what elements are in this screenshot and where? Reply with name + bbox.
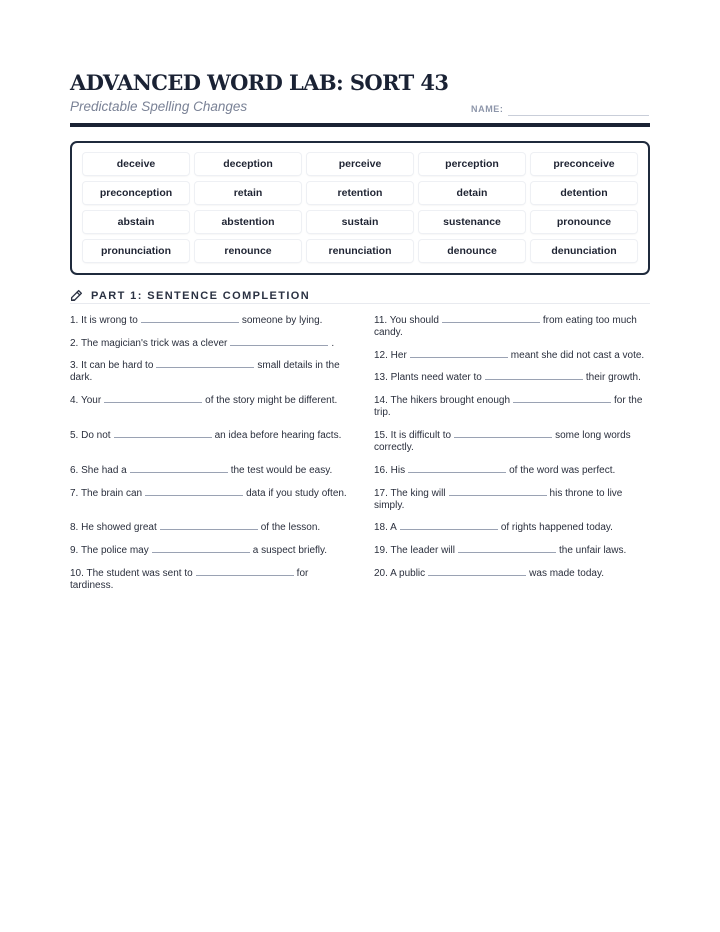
answer-blank[interactable]	[442, 314, 540, 323]
word-bank-item: detain	[419, 182, 525, 204]
answer-blank[interactable]	[449, 487, 547, 496]
question-text-after: for tardiness.	[70, 568, 309, 591]
question-text-before: 10. The student was sent to	[70, 568, 193, 579]
word-bank-grid	[83, 153, 637, 262]
question-text-before: 15. It is difficult to	[374, 430, 452, 441]
question-text-after: .	[331, 338, 335, 349]
question-item	[70, 487, 350, 500]
word-bank-item: perceive	[307, 153, 413, 175]
answer-blank[interactable]	[114, 429, 212, 438]
question-item	[374, 429, 654, 454]
page-subtitle: Predictable Spelling Changes	[70, 99, 248, 114]
answer-blank[interactable]	[454, 429, 552, 438]
question-text-after: an idea before hearing facts.	[214, 430, 342, 441]
question-text-after: his throne to live simply.	[374, 488, 623, 511]
question-text-after: of the lesson.	[260, 522, 321, 533]
question-text-before: 11. You should	[374, 315, 439, 326]
question-text-after: data if you study often.	[246, 488, 347, 499]
word-bank-item: deception	[195, 153, 301, 175]
word-bank-item: pronounce	[531, 211, 637, 233]
question-text-after: meant she did not cast a vote.	[510, 350, 645, 361]
answer-blank[interactable]	[513, 394, 611, 403]
word-bank-item: sustain	[307, 211, 413, 233]
name-label: NAME:	[471, 104, 504, 114]
word-bank-item: denunciation	[531, 240, 637, 262]
question-text-after: from eating too much candy.	[374, 315, 637, 338]
question-item	[374, 394, 654, 419]
answer-blank[interactable]	[458, 544, 556, 553]
question-item	[70, 359, 350, 384]
question-text-before: 12. Her	[374, 350, 407, 361]
question-text-after: someone by lying.	[241, 315, 323, 326]
answer-blank[interactable]	[130, 464, 228, 473]
question-text-before: 3. It can be hard to	[70, 360, 154, 371]
question-item	[70, 337, 350, 350]
word-bank-item: denounce	[419, 240, 525, 262]
question-text-before: 9. The police may	[70, 545, 149, 556]
question-text-after: a suspect briefly.	[252, 545, 328, 556]
answer-blank[interactable]	[410, 349, 508, 358]
question-item	[374, 521, 654, 534]
question-text-after: was made today.	[529, 568, 605, 579]
question-item	[70, 394, 350, 407]
question-text-before: 17. The king will	[374, 488, 446, 499]
answer-blank[interactable]	[196, 567, 294, 576]
answer-blank[interactable]	[400, 521, 498, 530]
word-bank-item: sustenance	[419, 211, 525, 233]
question-item	[374, 349, 654, 362]
question-text-before: 7. The brain can	[70, 488, 143, 499]
question-text-after: some long words correctly.	[374, 430, 631, 453]
word-bank-item: pronunciation	[83, 240, 189, 262]
question-text-before: 20. A public	[374, 568, 426, 579]
question-item	[374, 464, 654, 477]
section-divider	[70, 303, 650, 304]
question-item	[70, 544, 350, 557]
word-bank-item: renunciation	[307, 240, 413, 262]
word-bank-item: detention	[531, 182, 637, 204]
question-text-after: the unfair laws.	[558, 545, 627, 556]
question-text-before: 2. The magician's trick was a clever	[70, 338, 228, 349]
word-bank-item: abstention	[195, 211, 301, 233]
answer-blank[interactable]	[152, 544, 250, 553]
question-text-before: 8. He showed great	[70, 522, 157, 533]
question-text-before: 16. His	[374, 465, 406, 476]
question-item	[70, 314, 350, 327]
question-text-before: 6. She had a	[70, 465, 127, 476]
question-text-after: of the word was perfect.	[509, 465, 616, 476]
question-item	[70, 464, 350, 477]
question-text-before: 14. The hikers brought enough	[374, 395, 511, 406]
question-text-before: 5. Do not	[70, 430, 111, 441]
question-text-before: 4. Your	[70, 395, 102, 406]
question-text-before: 13. Plants need water to	[374, 372, 482, 383]
question-text-after: small details in the dark.	[70, 360, 340, 383]
word-bank	[70, 141, 650, 275]
header-divider	[70, 123, 650, 127]
answer-blank[interactable]	[160, 521, 258, 530]
answer-blank[interactable]	[428, 567, 526, 576]
question-item	[70, 429, 350, 442]
word-bank-item: preconceive	[531, 153, 637, 175]
answer-blank[interactable]	[156, 359, 254, 368]
pencil-icon	[70, 289, 83, 302]
answer-blank[interactable]	[408, 464, 506, 473]
question-text-after: of the story might be different.	[205, 395, 338, 406]
section-header-part1	[70, 289, 310, 302]
question-text-before: 19. The leader will	[374, 545, 455, 556]
answer-blank[interactable]	[230, 337, 328, 346]
name-field-line[interactable]	[508, 115, 649, 116]
page-title: ADVANCED WORD LAB: SORT 43	[70, 70, 449, 95]
answer-blank[interactable]	[145, 487, 243, 496]
question-item	[374, 487, 654, 512]
question-item	[374, 371, 654, 384]
question-item	[70, 521, 350, 534]
word-bank-item: preconception	[83, 182, 189, 204]
question-text-after: their growth.	[585, 372, 641, 383]
question-item	[374, 544, 654, 557]
question-text-after: of rights happened today.	[500, 522, 613, 533]
section-title: PART 1: SENTENCE COMPLETION	[91, 289, 311, 302]
word-bank-item: perception	[419, 153, 525, 175]
question-text-before: 1. It is wrong to	[70, 315, 138, 326]
word-bank-item: deceive	[83, 153, 189, 175]
word-bank-item: renounce	[195, 240, 301, 262]
answer-blank[interactable]	[104, 394, 202, 403]
question-item	[374, 314, 654, 339]
word-bank-item: abstain	[83, 211, 189, 233]
question-text-before: 18. A	[374, 522, 397, 533]
answer-blank[interactable]	[141, 314, 239, 323]
word-bank-item: retain	[195, 182, 301, 204]
question-item	[70, 567, 350, 592]
word-bank-item: retention	[307, 182, 413, 204]
answer-blank[interactable]	[485, 371, 583, 380]
question-item	[374, 567, 654, 580]
question-text-after: for the trip.	[374, 395, 643, 418]
question-text-after: the test would be easy.	[230, 465, 333, 476]
